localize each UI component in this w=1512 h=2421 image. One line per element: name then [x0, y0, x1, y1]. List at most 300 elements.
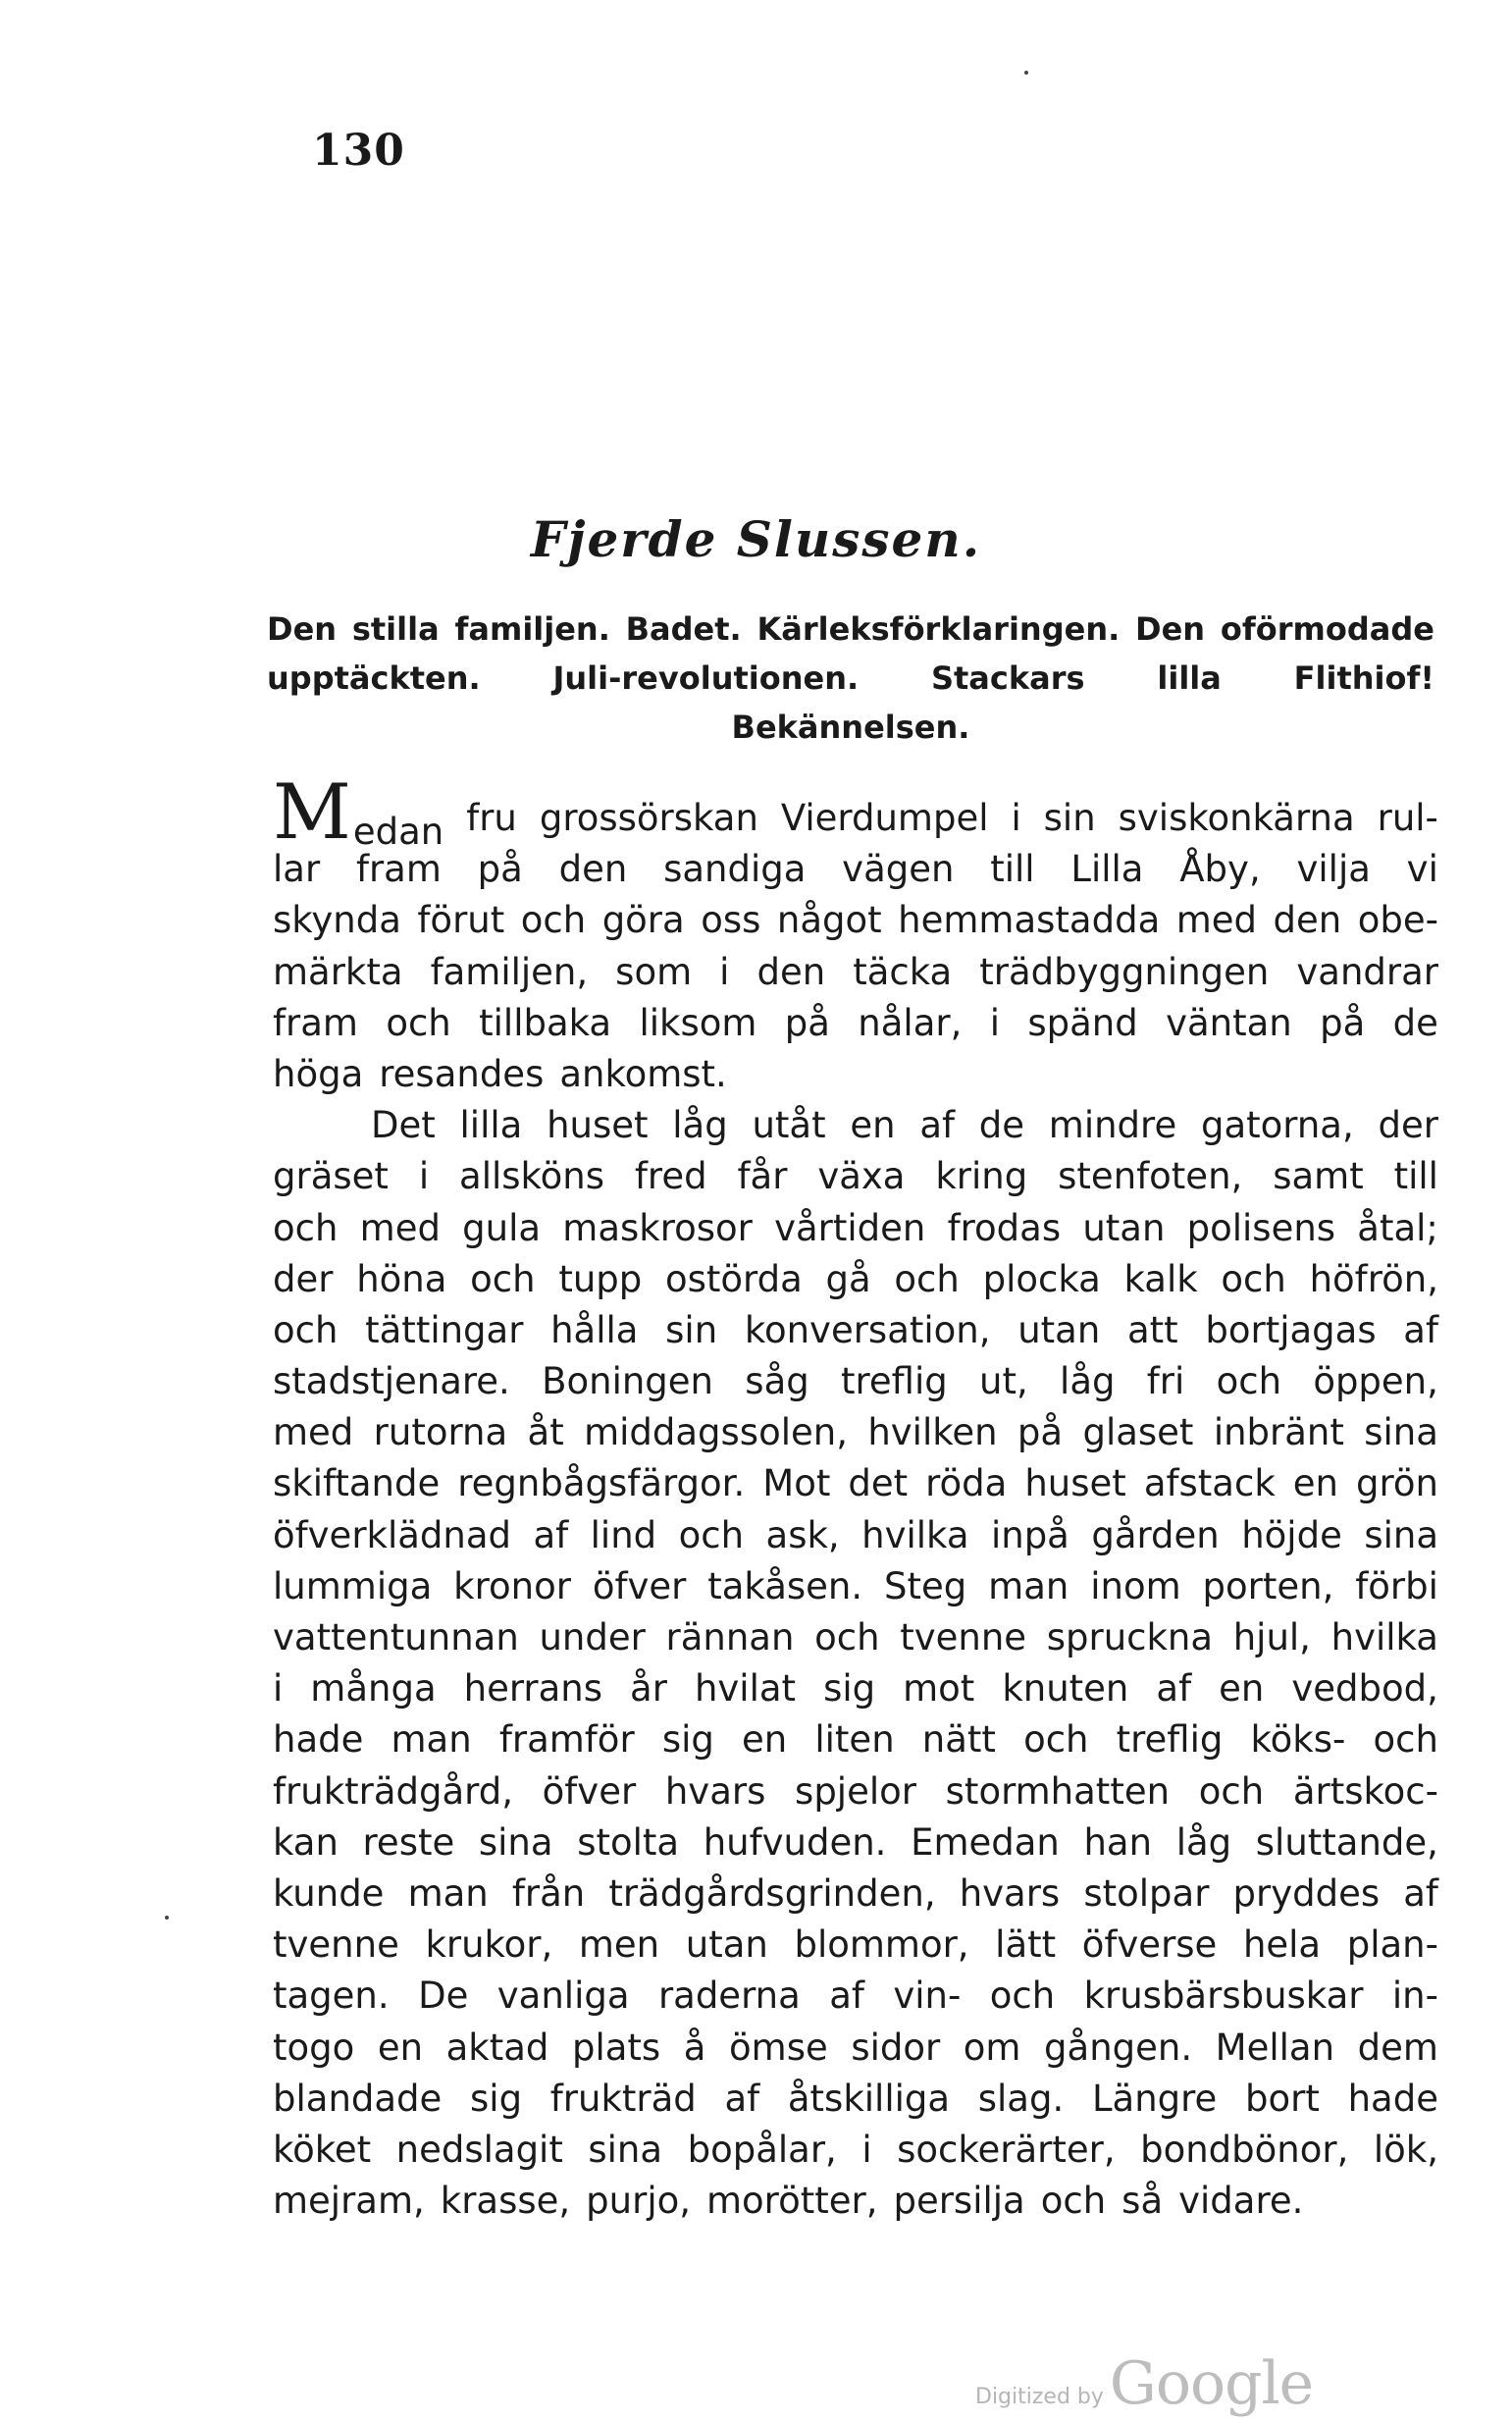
word: på [477, 848, 523, 891]
word: tagen. [273, 1974, 390, 2018]
word [273, 768, 444, 857]
word: tättingar [365, 1308, 524, 1351]
word: Boningen [542, 1360, 714, 1403]
word: plocka [982, 1257, 1101, 1300]
digitized-by-google-watermark [975, 2349, 1313, 2418]
word: vedbod, [1291, 1667, 1438, 1710]
word: blandade [273, 2077, 443, 2120]
word: med [359, 1206, 441, 1249]
word: ankomst. [559, 1052, 727, 1095]
word: hjul, [1232, 1616, 1311, 1658]
page-number: 130 [312, 126, 405, 176]
word: Längre [1091, 2077, 1218, 2120]
word: sig [470, 2077, 523, 2120]
word: till [990, 848, 1035, 891]
text-line [273, 1920, 1438, 1971]
word: slag. [977, 2077, 1065, 2120]
summary-word: Bekännelsen. [731, 709, 970, 746]
word: sockerärter, [897, 2128, 1116, 2171]
word: gula [462, 1206, 542, 1249]
text-line [273, 1714, 1438, 1765]
word: regnbågsfärgor. [457, 1462, 746, 1505]
word: höga [273, 1052, 364, 1095]
word: öfverse [1081, 1923, 1218, 1967]
word: Vierdumpel [780, 797, 989, 839]
word: i [418, 1155, 430, 1198]
word: afstack [1143, 1462, 1276, 1505]
word: man [988, 1564, 1069, 1607]
word: med [273, 1411, 354, 1454]
word: rul- [1377, 797, 1438, 839]
word: sig [661, 1718, 714, 1762]
word: spänd [1027, 1001, 1138, 1044]
word: maskrosor [562, 1206, 753, 1249]
word: takåsen. [707, 1564, 863, 1607]
word: på [1320, 1001, 1366, 1044]
google-logo-text: Google [1109, 2349, 1314, 2418]
word: krusbärsbuskar [1083, 1974, 1364, 2018]
word: kring [935, 1155, 1028, 1198]
text-line [273, 1561, 1438, 1612]
word: den [1273, 899, 1342, 942]
word: dem [1357, 2026, 1438, 2069]
word: tvenne [900, 1616, 1027, 1658]
word: en [1219, 1667, 1265, 1710]
word: af [1403, 1308, 1438, 1351]
word: märkta [273, 950, 403, 993]
word: öfver [592, 1564, 687, 1607]
word: treflig [841, 1360, 948, 1403]
word: vandrar [1296, 950, 1438, 993]
word: sin [665, 1308, 718, 1351]
word: lilla [459, 1104, 523, 1147]
word: hvilka [861, 1513, 969, 1556]
word: liksom [639, 1001, 757, 1044]
text-line [273, 1203, 1438, 1254]
word: höjde [1241, 1513, 1342, 1556]
word: glaset [1082, 1411, 1194, 1454]
word: väntan [1166, 1001, 1292, 1044]
word: allsköns [459, 1155, 604, 1198]
word: utan [685, 1923, 768, 1967]
word: sidor [851, 2026, 941, 2069]
word: inbränt [1213, 1411, 1344, 1454]
word: rutorna [373, 1411, 508, 1454]
word: låg [1175, 1820, 1232, 1864]
drop-cap: M [273, 768, 351, 857]
word: plan- [1346, 1923, 1438, 1967]
chapter-summary [267, 605, 1434, 752]
word: kan [273, 1820, 339, 1864]
word: reste [362, 1820, 455, 1864]
word: men [578, 1923, 660, 1967]
word: och [1023, 1718, 1089, 1762]
word: purjo, [586, 2180, 691, 2223]
word: fru [466, 797, 517, 839]
word: familjen, [430, 950, 589, 993]
word: gången. [1044, 2026, 1193, 2069]
word: och [520, 899, 587, 942]
text-line [273, 1817, 1438, 1868]
word: bopålar, [687, 2128, 837, 2171]
word: många [310, 1667, 437, 1710]
word: sluttande, [1255, 1820, 1438, 1864]
word: stolpar [1083, 1871, 1210, 1915]
word: persilja [893, 2180, 1025, 2223]
word: hemmastadda [898, 899, 1161, 942]
word: gatorna, [1200, 1104, 1354, 1147]
word: tillbaka [479, 1001, 612, 1044]
word: grön [1356, 1462, 1438, 1505]
summary-word: lilla [1157, 659, 1222, 697]
word: polisens [1186, 1206, 1336, 1249]
word: sina [1364, 1513, 1438, 1556]
word: och [989, 1974, 1056, 2018]
word: den [558, 848, 628, 891]
word: raderna [657, 1974, 801, 2018]
word: i [1011, 797, 1021, 839]
text-line [273, 844, 1438, 895]
word: fram [355, 848, 442, 891]
word: kalk [1123, 1257, 1198, 1300]
word: togo [273, 2026, 355, 2069]
word: nätt [921, 1718, 996, 1762]
word: nedslagit [395, 2128, 563, 2171]
word: aktad [445, 2026, 549, 2069]
word: trädgårdsgrinden, [608, 1871, 936, 1915]
word: han [1083, 1820, 1153, 1864]
word: Det [371, 1104, 436, 1147]
word: samt [1273, 1155, 1364, 1198]
word: på [784, 1001, 830, 1044]
word: De [418, 1974, 469, 2018]
text-line [273, 1766, 1438, 1817]
word: vin- [893, 1974, 962, 2018]
word: i [989, 1001, 1000, 1044]
word: köket [273, 2128, 372, 2171]
word: bortjagas [1205, 1308, 1377, 1351]
word: middagssolen, [584, 1411, 848, 1454]
word: hvars [664, 1769, 766, 1813]
word: täcka [853, 950, 953, 993]
word: och [814, 1616, 880, 1658]
word: den [756, 950, 826, 993]
word: låg [1060, 1360, 1116, 1403]
word: och [470, 1257, 536, 1300]
word: porten, [1202, 1564, 1334, 1607]
word: höfrön, [1309, 1257, 1438, 1300]
summary-word: oförmodade [1220, 610, 1434, 648]
summary-word: Den [267, 610, 338, 648]
word: sandiga [663, 848, 807, 891]
word: tupp [558, 1257, 643, 1300]
word: man [391, 1718, 472, 1762]
word: växa [817, 1155, 906, 1198]
word: röda [925, 1462, 1008, 1505]
word: som [615, 950, 693, 993]
word: utan [1017, 1308, 1101, 1351]
word: sig [823, 1667, 876, 1710]
word: hade [1347, 2077, 1438, 2120]
summary-word: Stackars [930, 659, 1085, 697]
text-line [273, 1100, 1438, 1151]
text-line [273, 895, 1438, 946]
word: der [273, 1257, 334, 1300]
word: der [1378, 1104, 1438, 1147]
text-line [273, 1868, 1438, 1920]
word: in- [1391, 1974, 1438, 2018]
word: af [1156, 1667, 1192, 1710]
word: och [1221, 1257, 1286, 1300]
word: utåt [752, 1104, 826, 1147]
word: bondbönor, [1140, 2128, 1349, 2171]
word: Steg [884, 1564, 967, 1607]
text-line [273, 1663, 1438, 1714]
word: blommor, [794, 1923, 969, 1967]
summary-line [267, 605, 1434, 654]
summary-word: Kärleksförklaringen. [756, 610, 1121, 648]
word: Mot [762, 1462, 831, 1505]
word: herrans [463, 1667, 603, 1710]
word: af [829, 1974, 864, 2018]
word: så [1121, 2180, 1164, 2223]
text-line [273, 2125, 1438, 2176]
text-line [273, 1049, 1438, 1100]
summary-word: upptäckten. [267, 659, 481, 697]
word: på [1017, 1411, 1064, 1454]
summary-word: familjen. [454, 610, 610, 648]
word: Mellan [1215, 2026, 1335, 2069]
word: att [1126, 1308, 1178, 1351]
word: gården [1091, 1513, 1220, 1556]
word: i [273, 1667, 284, 1710]
word: i [719, 950, 730, 993]
summary-word: Den [1135, 610, 1206, 648]
word: något [776, 899, 882, 942]
word: och [894, 1257, 960, 1300]
text-line [273, 1254, 1438, 1305]
word: en [850, 1104, 896, 1147]
word: vidare. [1178, 2180, 1304, 2223]
word: spruckna [1046, 1616, 1214, 1658]
word: af [1403, 1871, 1438, 1915]
word: hvilat [694, 1667, 797, 1710]
text-line [273, 998, 1438, 1049]
word: resandes [379, 1052, 545, 1095]
word: år [630, 1667, 667, 1710]
word: nålar, [858, 1001, 963, 1044]
word: mindre [1048, 1104, 1177, 1147]
word: rännan [665, 1616, 795, 1658]
word: mot [903, 1667, 975, 1710]
word: krukor, [425, 1923, 553, 1967]
text-line [273, 1458, 1438, 1509]
word: ask, [765, 1513, 840, 1556]
word: såg [745, 1360, 809, 1403]
word: Åby, [1179, 848, 1261, 891]
word: huset [547, 1104, 649, 1147]
digitized-by-label: Digitized by [975, 2385, 1104, 2409]
chapter-title: Fjerde Slussen. [530, 510, 982, 568]
word: sina [478, 1820, 553, 1864]
word: bort [1245, 2077, 1320, 2120]
word: åtskilliga [787, 2077, 951, 2120]
word: fri [1146, 1360, 1185, 1403]
word: knuten [1002, 1667, 1129, 1710]
word: vattentunnan [273, 1616, 519, 1658]
text-line [273, 1971, 1438, 2022]
word: i [861, 2128, 872, 2171]
word: förut [417, 899, 505, 942]
word: grossörskan [539, 797, 758, 839]
word: lind [590, 1513, 657, 1556]
word: ut, [979, 1360, 1028, 1403]
word: de [978, 1104, 1025, 1147]
text-line [273, 1612, 1438, 1663]
word: ärtskoc- [1292, 1769, 1438, 1813]
word: sina [1364, 1411, 1438, 1454]
word: öfverklädnad [273, 1513, 512, 1556]
text-line [273, 1151, 1438, 1202]
word: hvilken [867, 1411, 998, 1454]
body-text [273, 768, 1438, 2227]
word: Emedan [911, 1820, 1060, 1864]
paper-speck [1024, 71, 1028, 75]
word: och [273, 1308, 339, 1351]
word: obe- [1357, 899, 1438, 942]
word: fred [634, 1155, 707, 1198]
word: inpå [990, 1513, 1069, 1556]
word: vägen [842, 848, 955, 891]
word: sina [588, 2128, 663, 2171]
word: morötter, [706, 2180, 878, 2223]
word: och [678, 1513, 745, 1556]
word: och [273, 1206, 339, 1249]
word: krasse, [440, 2180, 571, 2223]
word: lummiga [273, 1564, 433, 1607]
word: under [539, 1616, 646, 1658]
word: och [1373, 1718, 1438, 1762]
word: och [1040, 2180, 1107, 2223]
summary-line [267, 703, 1434, 752]
word: det [848, 1462, 909, 1505]
word: och [386, 1001, 451, 1044]
text-line [273, 2074, 1438, 2125]
word: en [1292, 1462, 1338, 1505]
word: gå [825, 1257, 871, 1300]
word: åt [527, 1411, 564, 1454]
word: frukträd [549, 2077, 697, 2120]
text-line [273, 768, 1438, 857]
summary-word: Juli-revolutionen. [552, 659, 860, 697]
word: låg [672, 1104, 728, 1147]
word: med [1175, 899, 1258, 942]
word: pryddes [1232, 1871, 1381, 1915]
word: lätt [995, 1923, 1057, 1967]
word: vi [1406, 848, 1438, 891]
word: lar [273, 848, 321, 891]
word: och [1216, 1360, 1282, 1403]
text-line [273, 1510, 1438, 1561]
text-line [273, 947, 1438, 998]
word: köks- [1250, 1718, 1346, 1762]
word: från [511, 1871, 586, 1915]
word: öppen, [1313, 1360, 1438, 1403]
word: stenfoten, [1058, 1155, 1243, 1198]
word: och [1198, 1769, 1265, 1813]
word: göra [601, 899, 685, 942]
word: höna [356, 1257, 447, 1300]
word: de [1392, 1001, 1438, 1044]
word: vårtiden [774, 1206, 926, 1249]
word: hade [273, 1718, 364, 1762]
word: af [724, 2077, 760, 2120]
word: ömse [729, 2026, 828, 2069]
word: skynda [273, 899, 401, 942]
word: å [683, 2026, 706, 2069]
word: åtal; [1357, 1206, 1438, 1249]
word: hufvuden. [703, 1820, 887, 1864]
word: plats [571, 2026, 661, 2069]
word: oss [701, 899, 761, 942]
word: liten [814, 1718, 895, 1762]
word: vilja [1296, 848, 1371, 891]
word: trädbyggningen [979, 950, 1270, 993]
word: inom [1090, 1564, 1181, 1607]
word: får [737, 1155, 788, 1198]
word: kunde [273, 1871, 385, 1915]
summary-word: Flithiof! [1293, 659, 1434, 697]
word: stolta [577, 1820, 680, 1864]
word: treflig [1116, 1718, 1224, 1762]
word: frukträdgård, [273, 1769, 513, 1813]
text-line [273, 1305, 1438, 1356]
word: fram [273, 1001, 358, 1044]
word: Lilla [1070, 848, 1144, 891]
word: kronor [453, 1564, 571, 1607]
word: sviskonkärna [1118, 797, 1355, 839]
word: ostörda [665, 1257, 803, 1300]
word: hvilka [1330, 1616, 1438, 1658]
word: vanliga [496, 1974, 630, 2018]
word: framför [498, 1718, 635, 1762]
word: sin [1043, 797, 1096, 839]
word: hela [1242, 1923, 1322, 1967]
word: hålla [550, 1308, 639, 1351]
word: utan [1082, 1206, 1166, 1249]
summary-word: stilla [351, 610, 440, 648]
word: af [919, 1104, 956, 1147]
paper-speck [165, 1916, 169, 1920]
word: till [1393, 1155, 1438, 1198]
word: stadstjenare. [273, 1360, 510, 1403]
word: hvars [959, 1871, 1061, 1915]
word: om [963, 2026, 1021, 2069]
word: gräset [273, 1155, 389, 1198]
word: öfver [542, 1769, 637, 1813]
word-rest: edan [352, 811, 444, 853]
word: stormhatten [945, 1769, 1171, 1813]
word: lök, [1373, 2128, 1438, 2171]
text-line [273, 1407, 1438, 1458]
word: mejram, [273, 2180, 425, 2223]
summary-line [267, 654, 1434, 703]
text-line [273, 2176, 1438, 2227]
word: huset [1024, 1462, 1126, 1505]
word: konversation, [744, 1308, 991, 1351]
text-line [273, 2023, 1438, 2074]
word: spjelor [795, 1769, 916, 1813]
